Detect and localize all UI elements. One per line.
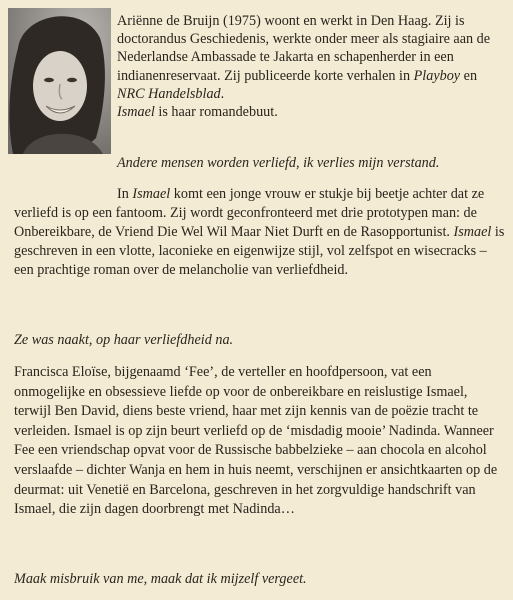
bio-debut: is haar romandebuut. [154,104,278,121]
book-title-ismael-inline: Ismael [132,186,171,202]
author-portrait-image [8,8,111,154]
quote-1: Andere mensen worden verliefd, ik verlies mijn verstand. [117,155,440,171]
bio-dot: . [220,85,225,102]
author-bio-text [117,12,507,121]
summary-text-2: is geschreven in een vlotte, laconieke en eigenwijze stijl, vol zelfspot en wisecracks – een prachtige roman over de melancholie van verliefdheid. [14,224,505,278]
plot-paragraph: Francisca Eloïse, bijgenaamd ‘Fee’, de verteller en hoofdpersoon, vat een onmogelijke en obsessieve liefde op voor de onbereikbare en reislustige Ismael, terwijl Ben David, diens beste vriend, haar met zijn kennis van de poëzie tracht te verleiden. Ismael is op zijn beurt verliefd op de ‘misdadig mooie’ Nadinda. Wanneer Fee een vriendschap opvat voor de Russische babbelzieke – aan chocola en alcohol verslaafde – dichter Wanja en hem in huis neemt, verschijnen er ansichtkaarten op de deurmat: uit Venetië en Barcelona, geschreven in het zorgvuldige handschrift van Ismael, die zijn dagen doorbrengt met Nadinda… [14,364,498,518]
summary-paragraph [14,185,506,280]
author-bio [117,12,507,121]
summary-text-1: komt een jonge vrouw er stukje bij beetje achter dat ze verliefd is op een fantoom. Zij wordt geconfronteerd met drie prototypen man: de Onbereikbare, de Vriend Die Wel Wil Maar Niet Durft en de Rasopportunist. [14,186,485,240]
book-title-ismael: Ismael [117,104,155,121]
quote-3: Maak misbruik van me, maak dat ik mijzelf vergeet. [14,571,307,587]
quote-2: Ze was naakt, op haar verliefdheid na. [14,332,234,348]
magazine-playboy: Playboy [413,67,461,84]
book-title-ismael-inline-2: Ismael [453,224,492,240]
summary-in: In [117,186,133,202]
newspaper-nrc: NRC Handelsblad [117,85,221,102]
bio-text-main: Ariënne de Bruijn (1975) woont en werkt in Den Haag. Zij is doctorandus Geschiedenis, werkte onder meer als stagiaire aan de Nederlandse Ambassade te Jakarta en schapenherder in een indianenreservaat. Zij publiceerde korte verhalen in [117,13,491,84]
author-photo [8,8,111,154]
bio-and: en [460,67,478,84]
